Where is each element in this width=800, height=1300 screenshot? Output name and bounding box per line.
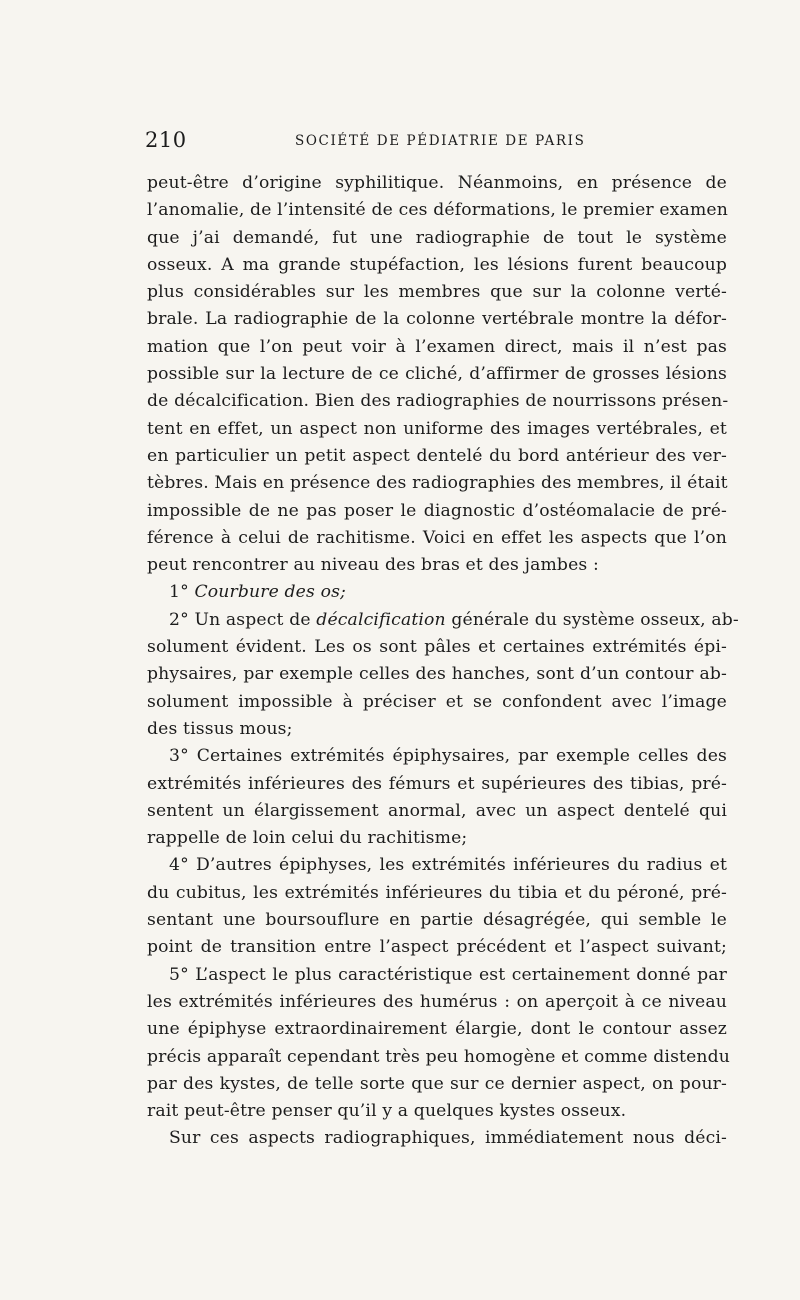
text-line: que j’ai demandé, fut une radiographie de tout le système — [147, 227, 727, 248]
text-line: par des kystes, de telle sorte que sur ce dernier aspect, on pour- — [147, 1073, 727, 1094]
text-line: tent en effet, un aspect non uniforme des images vertébrales, et — [147, 418, 727, 439]
text-line: rappelle de loin celui du rachitisme; — [147, 828, 468, 849]
text-line: sentent un élargissement anormal, avec un aspect dentelé qui — [147, 800, 727, 821]
text-line: possible sur la lecture de ce cliché, d’affirmer de grosses lésions — [147, 364, 727, 385]
list-item-3: 3° Certaines extrémités épiphysaires, par exemple celles des — [169, 746, 727, 767]
text-line: sentant une boursouflure en partie désagrégée, qui semble le — [147, 910, 727, 931]
text-line: en particulier un petit aspect dentelé du bord antérieur des ver- — [147, 445, 727, 466]
text-line: solument impossible à préciser et se confondent avec l’image — [147, 691, 727, 712]
text-line: peut rencontrer au niveau des bras et des jambes : — [147, 555, 599, 576]
list-item-4: 4° D’autres épiphyses, les extrémités inférieures du radius et — [169, 855, 727, 876]
list-item-2: 2° Un aspect de décalcification générale du système osseux, ab- — [169, 609, 739, 630]
text-line: Sur ces aspects radiographiques, immédiatement nous déci- — [169, 1128, 727, 1149]
body-text — [147, 170, 739, 1153]
text-line: précis apparaît cependant très peu homogène et comme distendu — [147, 1046, 731, 1067]
text-line: férence à celui de rachitisme. Voici en effet les aspects que l’on — [147, 527, 727, 548]
text-line: des tissus mous; — [147, 718, 293, 739]
list-item-5: 5° L’aspect le plus caractéristique est certainement donné par — [169, 964, 727, 985]
text-line: du cubitus, les extrémités inférieures du tibia et du péroné, pré- — [147, 882, 727, 903]
text-line: brale. La radiographie de la colonne vertébrale montre la défor- — [147, 309, 727, 330]
text-line: peut-être d’origine syphilitique. Néanmoins, en présence de — [147, 173, 727, 193]
text-line: les extrémités inférieures des humérus : on aperçoit à ce niveau — [147, 991, 727, 1012]
text-line: mation que l’on peut voir à l’examen direct, mais il n’est pas — [147, 336, 727, 357]
list-item-1: 1° Courbure des os; — [169, 582, 346, 603]
text-line: impossible de ne pas poser le diagnostic d’ostéomalacie de pré- — [147, 500, 727, 521]
page-header — [145, 128, 660, 156]
text-line: extrémités inférieures des fémurs et supérieures des tibias, pré- — [147, 773, 727, 794]
text-line: une épiphyse extraordinairement élargie, dont le contour assez — [147, 1019, 727, 1040]
text-line: plus considérables sur les membres que sur la colonne verté- — [147, 282, 727, 303]
text-line: osseux. A ma grande stupéfaction, les lésions furent beaucoup — [147, 254, 727, 275]
running-title: SOCIÉTÉ DE PÉDIATRIE DE PARIS — [295, 133, 586, 149]
text-line: point de transition entre l’aspect précédent et l’aspect suivant; — [147, 937, 727, 958]
page-number: 210 — [145, 128, 187, 152]
text-line: tèbres. Mais en présence des radiographies des membres, il était — [147, 473, 728, 494]
text-line: physaires, par exemple celles des hanches, sont d’un contour ab- — [147, 664, 727, 685]
text-line: rait peut-être penser qu’il y a quelques kystes osseux. — [147, 1101, 627, 1122]
text-line: de décalcification. Bien des radiographies de nourrissons présen- — [147, 391, 729, 412]
text-line: solument évident. Les os sont pâles et certaines extrémités épi- — [147, 637, 727, 658]
text-line: l’anomalie, de l’intensité de ces déformations, le premier examen — [147, 200, 728, 221]
